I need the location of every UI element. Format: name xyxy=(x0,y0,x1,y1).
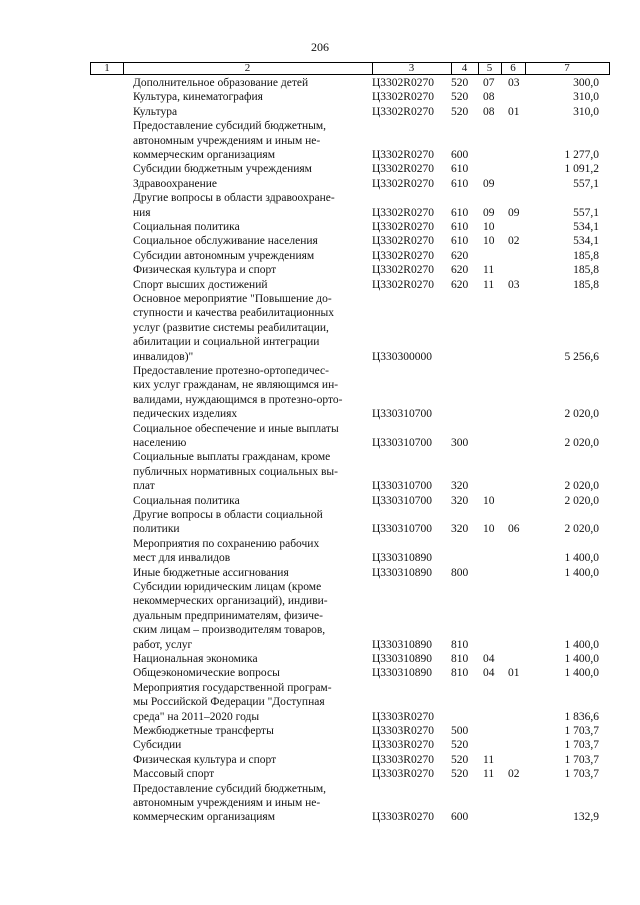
row-code: Ц330310890 xyxy=(372,667,433,680)
table-row xyxy=(0,278,640,292)
row-code: Ц330310890 xyxy=(372,653,433,665)
row-name xyxy=(133,724,364,738)
row-name xyxy=(133,666,364,680)
row-code: Ц3303R0270 xyxy=(372,768,434,781)
table-row xyxy=(0,76,640,90)
row-name-line: Социальное обслуживание населения xyxy=(133,235,318,248)
row-code: Ц3303R0270 xyxy=(372,753,434,766)
row-amount: 1 703,7 xyxy=(564,753,599,766)
row-name-line: Физическая культура и спорт xyxy=(133,753,277,766)
row-section: 08 xyxy=(483,105,495,118)
row-type: 610 xyxy=(451,177,469,190)
row-amount: 2 020,0 xyxy=(564,408,599,421)
row-amount: 185,8 xyxy=(573,264,599,277)
row-name xyxy=(133,681,364,724)
row-type: 600 xyxy=(451,148,469,161)
row-subsection: 03 xyxy=(508,278,520,291)
row-name xyxy=(133,249,364,263)
row-amount: 310,0 xyxy=(573,91,599,104)
row-name-line: Общеэкономические вопросы xyxy=(133,667,280,680)
row-name xyxy=(133,580,364,652)
row-section: 04 xyxy=(483,653,495,665)
table-row xyxy=(0,119,640,162)
row-amount: 2 020,0 xyxy=(564,436,599,449)
row-type: 520 xyxy=(451,105,469,118)
row-code: Ц330310890 xyxy=(372,566,433,579)
row-amount: 534,1 xyxy=(573,221,599,233)
row-name xyxy=(133,105,364,119)
row-name-line: автономным учреждениям и иным не- xyxy=(133,134,321,147)
row-amount: 2 020,0 xyxy=(564,480,599,493)
row-code: Ц3302R0270 xyxy=(372,206,434,219)
row-section: 09 xyxy=(483,206,495,219)
row-name-line: Другие вопросы в области социальной xyxy=(133,509,323,521)
row-code: Ц3302R0270 xyxy=(372,91,434,104)
row-name-line: абилитации и социальной интеграции xyxy=(133,336,320,349)
row-name xyxy=(133,450,364,493)
row-name-line: Массовый спорт xyxy=(133,768,215,781)
row-name-line: Предоставление субсидий бюджетным, xyxy=(133,120,327,133)
row-amount: 2 020,0 xyxy=(564,494,599,507)
row-name-line: коммерческим организациям xyxy=(133,811,275,824)
row-subsection: 09 xyxy=(508,206,520,219)
row-name-line: Социальная политика xyxy=(133,494,240,507)
row-amount: 1 400,0 xyxy=(564,566,599,579)
row-type: 320 xyxy=(451,523,469,536)
row-code: Ц330310700 xyxy=(372,408,433,421)
row-code: Ц330310890 xyxy=(372,552,433,565)
table-row xyxy=(0,494,640,508)
row-amount: 1 703,7 xyxy=(564,725,599,737)
table-row xyxy=(0,220,640,234)
row-code: Ц330310890 xyxy=(372,638,433,651)
table-row xyxy=(0,90,640,104)
row-name-line: Межбюджетные трансферты xyxy=(133,725,274,737)
row-name-line: публичных нормативных социальных вы- xyxy=(133,465,338,478)
table-row xyxy=(0,191,640,220)
row-code: Ц3302R0270 xyxy=(372,221,434,233)
row-section: 11 xyxy=(483,278,495,291)
row-name-line: Физическая культура и спорт xyxy=(133,264,277,277)
row-name-line: Субсидии бюджетным учреждениям xyxy=(133,163,312,176)
row-name-line: ких услуг гражданам, не являющимся ин- xyxy=(133,379,339,392)
row-type: 320 xyxy=(451,480,469,493)
row-amount: 557,1 xyxy=(573,177,599,190)
row-section: 11 xyxy=(483,264,495,277)
header-col-2: 2 xyxy=(244,62,251,74)
table-row xyxy=(0,566,640,580)
row-type: 810 xyxy=(451,667,469,680)
row-type: 620 xyxy=(451,249,469,262)
table-row xyxy=(0,681,640,724)
row-code: Ц330310700 xyxy=(372,480,433,493)
row-subsection: 02 xyxy=(508,235,520,248)
row-code: Ц3302R0270 xyxy=(372,163,434,176)
row-name xyxy=(133,177,364,191)
row-type: 520 xyxy=(451,753,469,766)
row-name xyxy=(133,119,364,162)
row-name xyxy=(133,234,364,248)
row-code: Ц330310700 xyxy=(372,494,433,507)
row-amount: 1 400,0 xyxy=(564,653,599,665)
table-row xyxy=(0,162,640,176)
row-section: 10 xyxy=(483,494,495,507)
row-name-line: политики xyxy=(133,523,180,536)
table-row xyxy=(0,234,640,248)
row-section: 11 xyxy=(483,768,495,781)
row-type: 610 xyxy=(451,206,469,219)
table-row xyxy=(0,724,640,738)
row-name-line: Социальное обеспечение и иные выплаты xyxy=(133,422,339,435)
table-row xyxy=(0,450,640,493)
row-name-line: услуг (развитие системы реабилитации, xyxy=(133,321,329,334)
row-code: Ц3302R0270 xyxy=(372,105,434,118)
row-name-line: Культура xyxy=(133,105,178,118)
table-row xyxy=(0,666,640,680)
row-code: Ц3302R0270 xyxy=(372,177,434,190)
row-amount: 534,1 xyxy=(573,235,599,248)
row-amount: 132,9 xyxy=(573,811,599,824)
row-name xyxy=(133,753,364,767)
row-amount: 185,8 xyxy=(573,249,599,262)
row-name xyxy=(133,494,364,508)
row-name-line: Предоставление протезно-ортопедичес- xyxy=(133,365,329,377)
table-row xyxy=(0,767,640,781)
row-name-line: Национальная экономика xyxy=(133,653,258,665)
row-amount: 1 400,0 xyxy=(564,667,599,680)
row-type: 620 xyxy=(451,278,469,291)
row-name xyxy=(133,782,364,825)
page-number: 206 xyxy=(311,40,329,54)
table-row xyxy=(0,580,640,652)
row-code: Ц330300000 xyxy=(372,350,433,363)
row-type: 520 xyxy=(451,77,469,89)
header-col-1: 1 xyxy=(104,62,110,74)
row-name xyxy=(133,566,364,580)
row-name-line: некоммерческих организаций), индиви- xyxy=(133,595,328,608)
row-amount: 1 703,7 xyxy=(564,739,599,752)
header-col-3: 3 xyxy=(408,62,415,74)
header-col-6: 6 xyxy=(510,62,516,74)
row-section: 07 xyxy=(483,77,495,89)
row-name-line: Субсидии xyxy=(133,739,182,752)
row-name xyxy=(133,652,364,666)
table-row xyxy=(0,263,640,277)
table-row xyxy=(0,249,640,263)
row-name xyxy=(133,162,364,176)
table-row xyxy=(0,782,640,825)
row-amount: 1 836,6 xyxy=(564,710,599,723)
row-name-line: ступности и качества реабилитационных xyxy=(133,307,334,320)
header-col-5: 5 xyxy=(486,62,493,74)
row-section: 08 xyxy=(483,91,495,104)
row-name xyxy=(133,278,364,292)
row-name xyxy=(133,738,364,752)
row-name-line: Социальные выплаты гражданам, кроме xyxy=(133,451,331,464)
row-name xyxy=(133,220,364,234)
row-type: 620 xyxy=(451,264,469,277)
table-row xyxy=(0,364,640,422)
row-name-line: ским лицам – производителям товаров, xyxy=(133,624,326,637)
row-amount: 1 400,0 xyxy=(564,638,599,651)
row-name-line: ния xyxy=(133,206,151,219)
row-name-line: мест для инвалидов xyxy=(133,552,231,565)
row-amount: 300,0 xyxy=(573,77,599,89)
row-type: 610 xyxy=(451,163,469,176)
row-name-line: дуальным предпринимателям, физиче- xyxy=(133,609,323,622)
row-amount: 1 091,2 xyxy=(564,163,599,176)
row-section: 11 xyxy=(483,753,495,766)
table-row xyxy=(0,292,640,364)
table-row xyxy=(0,652,640,666)
row-section: 09 xyxy=(483,177,495,190)
row-type: 320 xyxy=(451,494,469,507)
row-type: 300 xyxy=(451,436,469,449)
row-name xyxy=(133,364,364,422)
row-code: Ц3303R0270 xyxy=(372,811,434,824)
row-type: 810 xyxy=(451,653,469,665)
row-name-line: работ, услуг xyxy=(133,638,193,651)
table-row xyxy=(0,753,640,767)
row-name-line: Основное мероприятие "Повышение до- xyxy=(133,293,332,305)
row-amount: 1 400,0 xyxy=(564,552,599,565)
row-name-line: инвалидов)" xyxy=(133,350,194,363)
row-name-line: Спорт высших достижений xyxy=(133,278,268,291)
row-subsection: 03 xyxy=(508,77,520,89)
row-code: Ц3303R0270 xyxy=(372,739,434,752)
row-type: 600 xyxy=(451,811,469,824)
row-name xyxy=(133,292,364,364)
row-amount: 1 277,0 xyxy=(564,148,599,161)
row-name-line: населению xyxy=(133,437,187,449)
row-name xyxy=(133,767,364,781)
row-name-line: валидами, нуждающимся в протезно-орто- xyxy=(133,393,343,406)
row-subsection: 01 xyxy=(508,105,520,118)
row-code: Ц3302R0270 xyxy=(372,77,434,89)
row-name-line: Другие вопросы в области здравоохране- xyxy=(133,192,335,205)
table-header xyxy=(90,62,610,75)
row-name xyxy=(133,422,364,451)
row-type: 520 xyxy=(451,768,469,781)
row-section: 10 xyxy=(483,523,495,536)
row-name-line: Здравоохранение xyxy=(133,177,218,190)
table-row xyxy=(0,422,640,451)
row-amount: 2 020,0 xyxy=(564,523,599,536)
row-code: Ц3302R0270 xyxy=(372,235,434,248)
table-row xyxy=(0,537,640,566)
table-row xyxy=(0,177,640,191)
row-name-line: Субсидии юридическим лицам (кроме xyxy=(133,581,322,593)
row-amount: 5 256,6 xyxy=(564,350,599,363)
row-code: Ц3303R0270 xyxy=(372,725,434,737)
row-code: Ц3302R0270 xyxy=(372,264,434,277)
row-subsection: 01 xyxy=(508,667,520,680)
row-type: 800 xyxy=(451,566,469,579)
row-subsection: 06 xyxy=(508,523,520,536)
row-name-line: среда" на 2011–2020 годы xyxy=(133,710,260,723)
table-row xyxy=(0,508,640,537)
row-section: 04 xyxy=(483,667,495,680)
row-name xyxy=(133,508,364,537)
row-name-line: плат xyxy=(133,480,155,493)
row-name-line: Предоставление субсидий бюджетным, xyxy=(133,782,327,795)
row-code: Ц3303R0270 xyxy=(372,710,434,723)
row-subsection: 02 xyxy=(508,768,520,781)
row-amount: 185,8 xyxy=(573,278,599,291)
row-amount: 310,0 xyxy=(573,105,599,118)
row-type: 520 xyxy=(451,739,469,752)
row-name-line: Иные бюджетные ассигнования xyxy=(133,566,289,579)
row-name xyxy=(133,76,364,90)
row-type: 810 xyxy=(451,638,469,651)
row-type: 520 xyxy=(451,91,469,104)
row-name-line: коммерческим организациям xyxy=(133,149,275,161)
table-row xyxy=(0,105,640,119)
row-name-line: автономным учреждениям и иным не- xyxy=(133,797,321,809)
header-col-4: 4 xyxy=(461,62,468,74)
row-name-line: Субсидии автономным учреждениям xyxy=(133,249,315,262)
row-name-line: Мероприятия по сохранению рабочих xyxy=(133,537,320,550)
row-type: 610 xyxy=(451,221,469,233)
row-name-line: мы Российской Федерации "Доступная xyxy=(133,696,325,709)
row-code: Ц3302R0270 xyxy=(372,278,434,291)
row-code: Ц3302R0270 xyxy=(372,148,434,161)
row-amount: 1 703,7 xyxy=(564,768,599,781)
row-name xyxy=(133,191,364,220)
row-name-line: педических изделиях xyxy=(133,408,238,421)
row-name-line: Культура, кинематография xyxy=(133,91,263,104)
header-col-7: 7 xyxy=(564,62,570,74)
row-code: Ц3302R0270 xyxy=(372,249,434,262)
row-section: 10 xyxy=(483,235,495,248)
table-row xyxy=(0,738,640,752)
row-code: Ц330310700 xyxy=(372,523,433,536)
row-name-line: Мероприятия государственной програм- xyxy=(133,681,332,694)
row-code: Ц330310700 xyxy=(372,436,433,449)
row-name xyxy=(133,90,364,104)
row-name xyxy=(133,537,364,566)
row-type: 500 xyxy=(451,725,469,737)
row-amount: 557,1 xyxy=(573,206,599,219)
row-section: 10 xyxy=(483,221,495,233)
row-name-line: Дополнительное образование детей xyxy=(133,77,309,89)
row-name-line: Социальная политика xyxy=(133,221,240,233)
row-name xyxy=(133,263,364,277)
row-type: 610 xyxy=(451,235,469,248)
